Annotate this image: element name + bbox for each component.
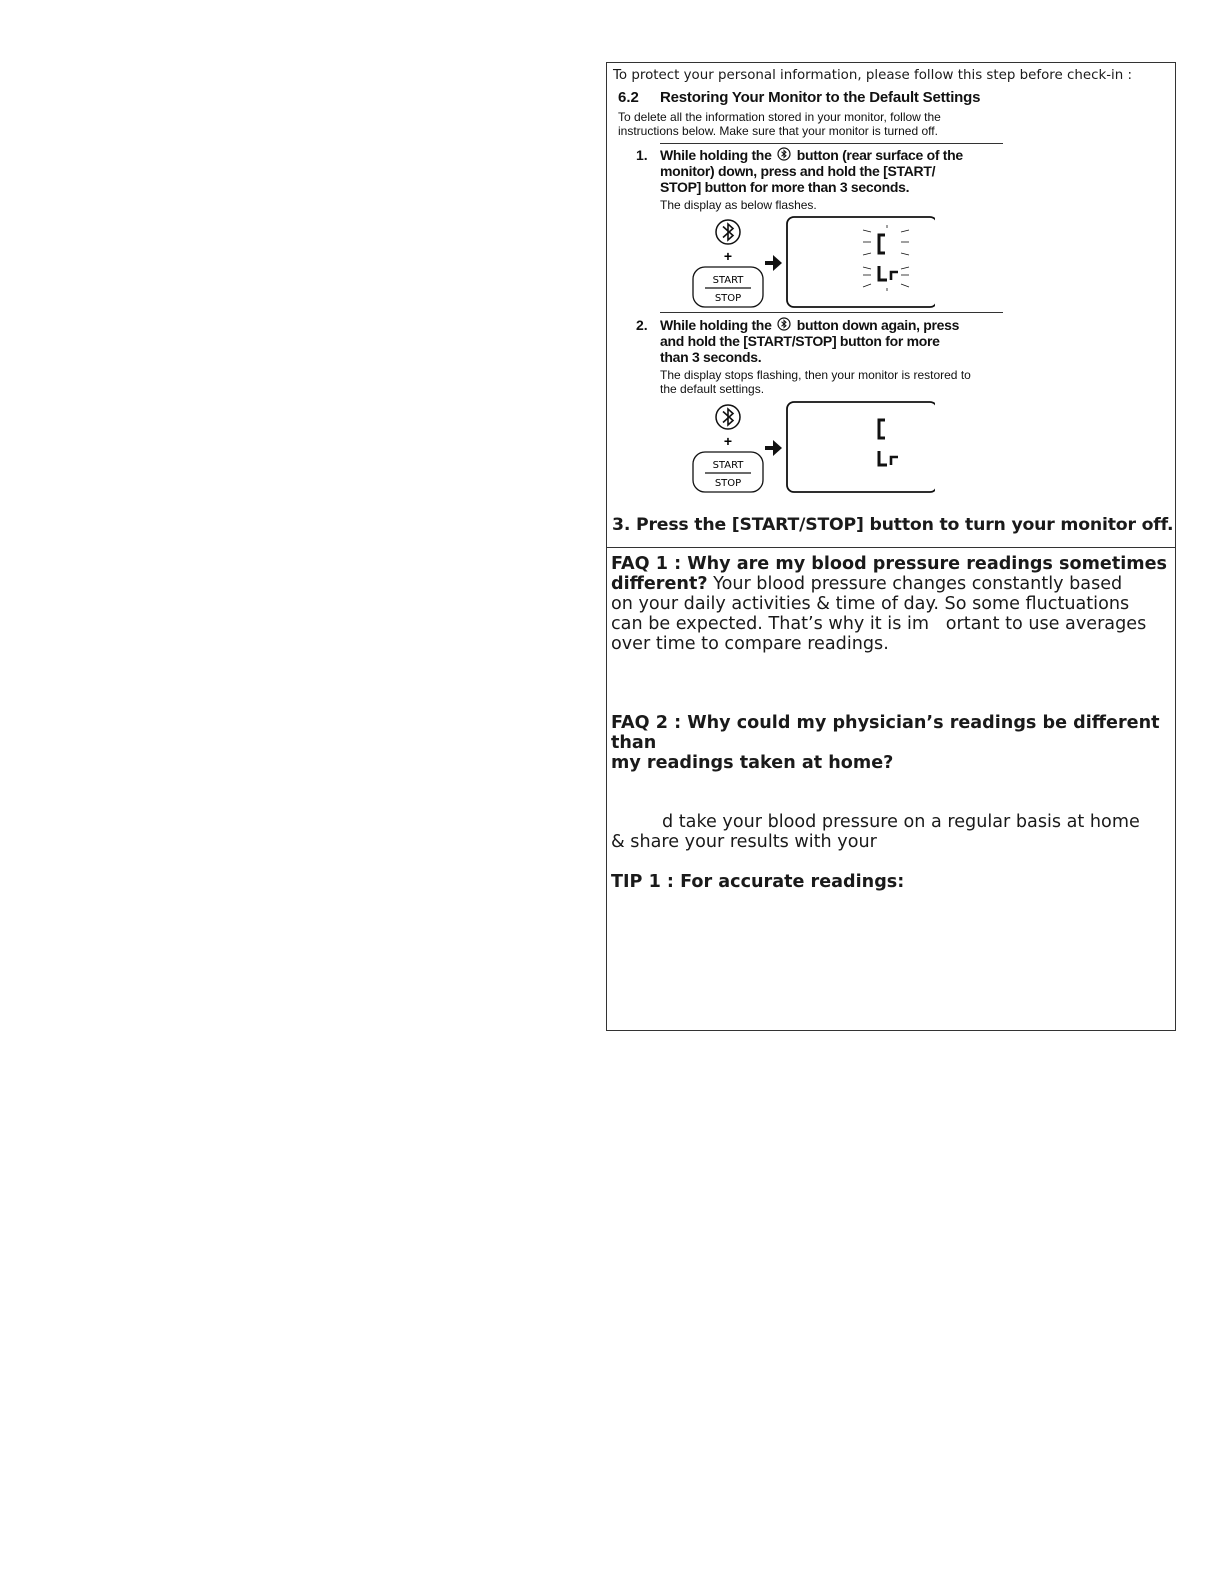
info-card — [606, 62, 1176, 1031]
arrow-right-icon — [765, 255, 782, 271]
restore-section — [607, 63, 1175, 548]
manual-excerpt — [615, 87, 1007, 501]
divider — [660, 312, 1003, 313]
lcd-display-flashing — [787, 217, 935, 307]
tip1-title: TIP 1 : For accurate readings: — [611, 872, 905, 892]
faq1-answer: Your blood pressure changes constantly based — [707, 574, 1123, 594]
step1-text: While holding the button (rear surface of the monitor) down, press and hold the [START/ STOP] button for more than 3 seconds. — [660, 147, 963, 195]
bluetooth-button-icon — [716, 405, 740, 429]
step1-note: The display as below flashes. — [660, 198, 817, 212]
faq1: FAQ 1 : Why are my blood pressure readings sometimes different? Your blood pressure changes constantly based on your daily activities & time of day. So some fluctuations can be expected. That’s why it is im ortant to use averages over time to compare readings. — [611, 554, 1168, 654]
faq2-question: FAQ 2 : Why could my physician’s readings be different than — [611, 713, 1160, 753]
faq2: FAQ 2 : Why could my physician’s readings be different than my readings taken at home? — [611, 713, 1160, 773]
svg-text:STOP: STOP — [714, 478, 742, 489]
step2-note: The display stops flashing, then your monitor is restored to the default settings. — [660, 368, 971, 396]
svg-text:START: START — [712, 460, 744, 471]
manual-intro: To delete all the information stored in your monitor, follow the instructions below. Make sure that your monitor is turned off. — [618, 110, 941, 138]
start-stop-button — [693, 452, 763, 492]
intro-text: To protect your personal information, please follow this step before check-in : — [613, 68, 1133, 83]
arrow-right-icon — [765, 440, 782, 456]
plus-sign: + — [723, 433, 733, 449]
illustration-flashing — [685, 215, 935, 309]
step2-text: While holding the button down again, press and hold the [START/STOP] button for more than 3 seconds. — [660, 317, 960, 365]
faq1-question: FAQ 1 : Why are my blood pressure readings sometimes — [611, 554, 1168, 574]
lcd-display-steady — [787, 402, 935, 492]
faq2-answer: d take your blood pressure on a regular basis at home & share your results with your — [611, 812, 1140, 852]
step3-text: 3. Press the [START/STOP] button to turn your monitor off. — [612, 515, 1174, 535]
divider — [660, 143, 1003, 144]
section-number: 6.2 — [618, 89, 639, 106]
bluetooth-button-icon — [716, 220, 740, 244]
bluetooth-icon — [777, 317, 791, 331]
tip1 — [611, 872, 1171, 892]
svg-text:START: START — [712, 275, 744, 286]
section-title: Restoring Your Monitor to the Default Settings — [660, 89, 981, 106]
faq-section — [607, 548, 1175, 1030]
step2-number: 2. — [636, 317, 648, 333]
svg-text:STOP: STOP — [714, 293, 742, 304]
illustration-steady — [685, 400, 935, 494]
start-stop-button — [693, 267, 763, 307]
bluetooth-icon — [777, 147, 791, 161]
plus-sign: + — [723, 248, 733, 264]
step1-number: 1. — [636, 147, 648, 163]
